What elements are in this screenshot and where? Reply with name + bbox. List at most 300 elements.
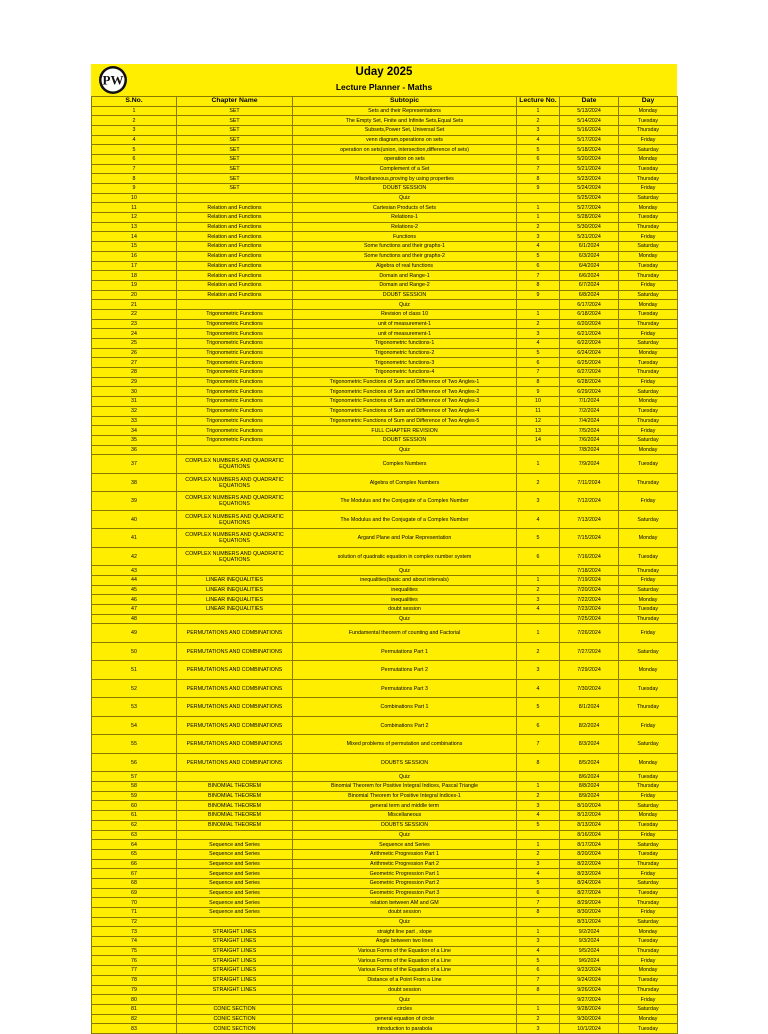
table-row [92,946,678,956]
cell-subtopic: Binomial Theorem for Positive Integral Indices, Pascal Triangle [293,782,517,792]
cell-day: Tuesday [619,116,678,126]
table-row [92,956,678,966]
cell-sno: 3 [92,125,177,135]
cell-sno: 55 [92,735,177,754]
cell-day: Thursday [619,859,678,869]
cell-lecture-no: 7 [517,164,560,174]
cell-lecture-no: 7 [517,975,560,985]
cell-date: 7/30/2024 [560,679,619,698]
cell-day: Monday [619,595,678,605]
cell-chapter: STRAIGHT LINES [177,946,293,956]
table-row [92,840,678,850]
cell-lecture-no: 2 [517,473,560,492]
cell-day: Saturday [619,387,678,397]
svg-text:PW: PW [102,72,124,88]
cell-day: Saturday [619,585,678,595]
cell-date: 8/20/2024 [560,849,619,859]
cell-sno: 10 [92,193,177,203]
cell-sno: 24 [92,329,177,339]
cell-date: 5/28/2024 [560,213,619,223]
cell-subtopic: unit of measurement-1 [293,329,517,339]
cell-date: 7/13/2024 [560,510,619,529]
table-row [92,300,678,310]
cell-chapter: STRAIGHT LINES [177,985,293,995]
cell-date: 6/7/2024 [560,280,619,290]
cell-day: Tuesday [619,547,678,566]
table-row [92,445,678,455]
table-row [92,319,678,329]
table-row [92,801,678,811]
table-row [92,716,678,735]
cell-chapter: Relation and Functions [177,290,293,300]
cell-sno: 65 [92,849,177,859]
cell-date: 8/22/2024 [560,859,619,869]
cell-day: Friday [619,232,678,242]
cell-subtopic: Some functions and their graphs-2 [293,251,517,261]
cell-sno: 62 [92,820,177,830]
cell-chapter: LINEAR INEQUALITIES [177,605,293,615]
cell-sno: 26 [92,348,177,358]
cell-subtopic: Quiz [293,917,517,927]
cell-day: Monday [619,203,678,213]
cell-chapter: Trigonometric Functions [177,435,293,445]
cell-lecture-no: 5 [517,698,560,717]
table-row [92,1014,678,1024]
cell-chapter: BINOMIAL THEOREM [177,811,293,821]
cell-date: 8/17/2024 [560,840,619,850]
cell-date: 6/8/2024 [560,290,619,300]
cell-sno: 2 [92,116,177,126]
cell-date: 5/21/2024 [560,164,619,174]
cell-chapter: Trigonometric Functions [177,329,293,339]
cell-day: Friday [619,624,678,643]
cell-date: 9/3/2024 [560,937,619,947]
cell-chapter: Relation and Functions [177,261,293,271]
cell-lecture-no: 12 [517,416,560,426]
cell-subtopic: Argand Plane and Polar Representation [293,529,517,548]
cell-sno: 22 [92,309,177,319]
cell-chapter: PERMUTATIONS AND COMBINATIONS [177,679,293,698]
cell-date: 7/27/2024 [560,642,619,661]
cell-date: 7/25/2024 [560,614,619,624]
cell-lecture-no: 1 [517,840,560,850]
cell-sno: 80 [92,995,177,1005]
cell-sno: 59 [92,791,177,801]
cell-subtopic: DOUBT SESSION [293,290,517,300]
cell-sno: 15 [92,242,177,252]
cell-day: Thursday [619,566,678,576]
cell-sno: 1 [92,106,177,116]
cell-date: 8/2/2024 [560,716,619,735]
cell-subtopic: circles [293,1004,517,1014]
cell-sno: 49 [92,624,177,643]
cell-lecture-no: 5 [517,145,560,155]
cell-subtopic: The Modulus and the Conjugate of a Complex Number [293,510,517,529]
cell-chapter: PERMUTATIONS AND COMBINATIONS [177,698,293,717]
cell-day: Tuesday [619,213,678,223]
cell-chapter: PERMUTATIONS AND COMBINATIONS [177,753,293,772]
table-row [92,859,678,869]
cell-sno: 45 [92,585,177,595]
cell-day: Thursday [619,125,678,135]
table-row [92,203,678,213]
cell-lecture-no [517,614,560,624]
cell-lecture-no: 1 [517,927,560,937]
cell-lecture-no: 1 [517,213,560,223]
cell-lecture-no: 8 [517,174,560,184]
cell-day: Friday [619,184,678,194]
cell-sno: 37 [92,455,177,474]
cell-sno: 46 [92,595,177,605]
cell-lecture-no: 9 [517,290,560,300]
cell-lecture-no: 13 [517,426,560,436]
cell-day: Monday [619,251,678,261]
cell-day: Thursday [619,898,678,908]
table-row [92,135,678,145]
cell-sno: 20 [92,290,177,300]
table-row [92,575,678,585]
cell-chapter: STRAIGHT LINES [177,937,293,947]
cell-chapter: LINEAR INEQUALITIES [177,575,293,585]
cell-day: Thursday [619,319,678,329]
table-row [92,455,678,474]
cell-date: 5/18/2024 [560,145,619,155]
cell-date: 8/23/2024 [560,869,619,879]
cell-date: 8/9/2024 [560,791,619,801]
cell-subtopic: Cartesian Products of Sets [293,203,517,213]
cell-day: Monday [619,811,678,821]
cell-sno: 58 [92,782,177,792]
table-row [92,698,678,717]
cell-date: 7/26/2024 [560,624,619,643]
cell-subtopic: Algebra of Complex Numbers [293,473,517,492]
cell-sno: 33 [92,416,177,426]
cell-day: Tuesday [619,849,678,859]
cell-chapter: CONIC SECTION [177,1004,293,1014]
cell-chapter: STRAIGHT LINES [177,927,293,937]
cell-subtopic: Sets and their Representations [293,106,517,116]
cell-day: Saturday [619,878,678,888]
cell-day: Monday [619,300,678,310]
lecture-table [91,96,678,1034]
table-row [92,387,678,397]
cell-date: 8/10/2024 [560,801,619,811]
cell-sno: 77 [92,966,177,976]
cell-chapter: Sequence and Series [177,849,293,859]
cell-lecture-no: 6 [517,154,560,164]
cell-date: 6/6/2024 [560,271,619,281]
cell-day: Friday [619,908,678,918]
cell-lecture-no: 5 [517,956,560,966]
cell-chapter: BINOMIAL THEOREM [177,820,293,830]
table-row [92,869,678,879]
cell-chapter: Relation and Functions [177,242,293,252]
column-header-lecture-no: Lecture No. [517,97,560,107]
cell-day: Friday [619,135,678,145]
planner-header [91,64,677,96]
cell-day: Tuesday [619,888,678,898]
cell-sno: 81 [92,1004,177,1014]
cell-date: 5/14/2024 [560,116,619,126]
cell-chapter: SET [177,145,293,155]
cell-day: Saturday [619,242,678,252]
cell-date: 5/20/2024 [560,154,619,164]
cell-chapter: COMPLEX NUMBERS AND QUADRATIC EQUATIONS [177,510,293,529]
cell-sno: 52 [92,679,177,698]
cell-sno: 71 [92,908,177,918]
cell-chapter: Sequence and Series [177,878,293,888]
cell-date: 7/18/2024 [560,566,619,576]
cell-subtopic: Arithmetic Progression Part 1 [293,849,517,859]
cell-lecture-no: 1 [517,575,560,585]
cell-sno: 5 [92,145,177,155]
cell-chapter: PERMUTATIONS AND COMBINATIONS [177,642,293,661]
cell-date: 9/6/2024 [560,956,619,966]
cell-date: 8/24/2024 [560,878,619,888]
cell-lecture-no: 4 [517,242,560,252]
cell-date: 6/17/2024 [560,300,619,310]
cell-lecture-no: 9 [517,387,560,397]
cell-day: Saturday [619,735,678,754]
table-row [92,184,678,194]
cell-day: Friday [619,426,678,436]
table-row [92,377,678,387]
cell-subtopic: Trigonometric Functions of Sum and Difference of Two Angles-3 [293,397,517,407]
cell-day: Saturday [619,801,678,811]
table-row [92,125,678,135]
table-row [92,473,678,492]
cell-date: 5/24/2024 [560,184,619,194]
cell-sno: 64 [92,840,177,850]
cell-day: Tuesday [619,406,678,416]
cell-chapter: Trigonometric Functions [177,358,293,368]
cell-day: Tuesday [619,772,678,782]
cell-day: Monday [619,154,678,164]
table-row [92,908,678,918]
table-row [92,985,678,995]
table-row [92,510,678,529]
cell-lecture-no [517,300,560,310]
cell-subtopic: Trigonometric functions-4 [293,368,517,378]
cell-lecture-no: 2 [517,222,560,232]
cell-sno: 30 [92,387,177,397]
cell-chapter: Trigonometric Functions [177,387,293,397]
cell-date: 7/2/2024 [560,406,619,416]
cell-date: 6/4/2024 [560,261,619,271]
column-header-chapter: Chapter Name [177,97,293,107]
cell-subtopic: Functions [293,232,517,242]
cell-subtopic: Quiz [293,995,517,1005]
cell-lecture-no: 2 [517,319,560,329]
cell-chapter: COMPLEX NUMBERS AND QUADRATIC EQUATIONS [177,547,293,566]
cell-day: Tuesday [619,937,678,947]
cell-date: 5/17/2024 [560,135,619,145]
cell-day: Thursday [619,174,678,184]
cell-chapter: BINOMIAL THEOREM [177,782,293,792]
cell-sno: 74 [92,937,177,947]
cell-sno: 42 [92,547,177,566]
cell-date: 7/6/2024 [560,435,619,445]
cell-lecture-no: 7 [517,735,560,754]
cell-lecture-no: 3 [517,595,560,605]
cell-chapter: COMPLEX NUMBERS AND QUADRATIC EQUATIONS [177,473,293,492]
table-row [92,164,678,174]
cell-subtopic: general equation of circle [293,1014,517,1024]
table-row [92,529,678,548]
table-row [92,339,678,349]
cell-chapter: COMPLEX NUMBERS AND QUADRATIC EQUATIONS [177,492,293,511]
cell-chapter: Trigonometric Functions [177,426,293,436]
cell-lecture-no [517,830,560,840]
cell-date: 7/11/2024 [560,473,619,492]
cell-lecture-no: 3 [517,492,560,511]
cell-chapter [177,917,293,927]
cell-date: 7/8/2024 [560,445,619,455]
cell-subtopic: introduction to parabola [293,1024,517,1034]
cell-chapter: SET [177,116,293,126]
cell-lecture-no: 3 [517,125,560,135]
cell-date: 7/29/2024 [560,661,619,680]
cell-lecture-no: 1 [517,455,560,474]
cell-chapter: Sequence and Series [177,869,293,879]
cell-sno: 82 [92,1014,177,1024]
cell-chapter: SET [177,135,293,145]
table-row [92,280,678,290]
cell-lecture-no: 3 [517,661,560,680]
cell-chapter: STRAIGHT LINES [177,975,293,985]
table-row [92,397,678,407]
cell-day: Friday [619,492,678,511]
cell-date: 7/9/2024 [560,455,619,474]
cell-chapter: Relation and Functions [177,213,293,223]
cell-sno: 17 [92,261,177,271]
cell-sno: 66 [92,859,177,869]
planner-subtitle: Lecture Planner - Maths [335,82,433,92]
cell-chapter: SET [177,125,293,135]
cell-sno: 68 [92,878,177,888]
cell-chapter: Relation and Functions [177,271,293,281]
table-row [92,348,678,358]
cell-lecture-no: 1 [517,203,560,213]
cell-chapter [177,772,293,782]
cell-lecture-no [517,772,560,782]
table-row [92,595,678,605]
cell-lecture-no: 4 [517,946,560,956]
cell-subtopic: Relations-2 [293,222,517,232]
cell-day: Tuesday [619,820,678,830]
cell-chapter: SET [177,184,293,194]
cell-date: 7/22/2024 [560,595,619,605]
cell-date: 9/27/2024 [560,995,619,1005]
cell-subtopic: Relations-1 [293,213,517,223]
cell-lecture-no: 6 [517,261,560,271]
cell-sno: 8 [92,174,177,184]
cell-date: 8/16/2024 [560,830,619,840]
cell-sno: 39 [92,492,177,511]
cell-lecture-no: 2 [517,791,560,801]
cell-day: Monday [619,927,678,937]
cell-day: Friday [619,329,678,339]
cell-subtopic: Combinations Part 1 [293,698,517,717]
cell-lecture-no: 1 [517,624,560,643]
table-row [92,642,678,661]
table-row [92,966,678,976]
cell-sno: 35 [92,435,177,445]
table-row [92,791,678,801]
cell-day: Saturday [619,435,678,445]
cell-day: Saturday [619,510,678,529]
cell-lecture-no: 4 [517,679,560,698]
cell-subtopic: Angle between two lines [293,937,517,947]
table-row [92,782,678,792]
cell-date: 6/24/2024 [560,348,619,358]
cell-lecture-no: 4 [517,339,560,349]
cell-day: Friday [619,716,678,735]
cell-chapter: PERMUTATIONS AND COMBINATIONS [177,624,293,643]
lecture-planner-sheet [91,64,677,1034]
cell-date: 5/31/2024 [560,232,619,242]
cell-lecture-no: 1 [517,1004,560,1014]
cell-subtopic: Trigonometric Functions of Sum and Difference of Two Angles-4 [293,406,517,416]
cell-subtopic: Trigonometric functions-2 [293,348,517,358]
cell-subtopic: Trigonometric Functions of Sum and Difference of Two Angles-2 [293,387,517,397]
table-row [92,811,678,821]
table-row [92,368,678,378]
cell-subtopic: Binomial Theorem for Positive Integral Indices-1 [293,791,517,801]
cell-lecture-no: 1 [517,106,560,116]
cell-date: 7/12/2024 [560,492,619,511]
cell-subtopic: Some functions and their graphs-1 [293,242,517,252]
cell-chapter: Relation and Functions [177,251,293,261]
cell-date: 5/27/2024 [560,203,619,213]
cell-chapter [177,830,293,840]
cell-date: 7/23/2024 [560,605,619,615]
cell-date: 6/25/2024 [560,358,619,368]
cell-subtopic: straight line part , slope [293,927,517,937]
cell-subtopic: doubt session [293,605,517,615]
cell-lecture-no: 4 [517,135,560,145]
cell-lecture-no: 4 [517,869,560,879]
table-row [92,937,678,947]
cell-day: Saturday [619,917,678,927]
cell-lecture-no: 3 [517,1024,560,1034]
cell-lecture-no: 5 [517,820,560,830]
cell-date: 5/23/2024 [560,174,619,184]
cell-subtopic: general term and middle term [293,801,517,811]
cell-day: Saturday [619,642,678,661]
cell-lecture-no: 3 [517,329,560,339]
cell-chapter: STRAIGHT LINES [177,956,293,966]
cell-subtopic: Domain and Range-2 [293,280,517,290]
cell-subtopic: DOUBT SESSION [293,435,517,445]
cell-subtopic: operation on sets(union, intersection,difference of sets) [293,145,517,155]
cell-day: Friday [619,791,678,801]
cell-lecture-no: 5 [517,251,560,261]
cell-sno: 27 [92,358,177,368]
cell-lecture-no: 2 [517,849,560,859]
cell-subtopic: Quiz [293,614,517,624]
table-row [92,878,678,888]
cell-chapter: Relation and Functions [177,222,293,232]
cell-lecture-no: 8 [517,985,560,995]
cell-date: 6/28/2024 [560,377,619,387]
cell-date: 5/25/2024 [560,193,619,203]
cell-sno: 69 [92,888,177,898]
cell-subtopic: FULL CHAPTER REVISION [293,426,517,436]
cell-day: Thursday [619,473,678,492]
cell-chapter: LINEAR INEQUALITIES [177,585,293,595]
cell-chapter: Trigonometric Functions [177,406,293,416]
